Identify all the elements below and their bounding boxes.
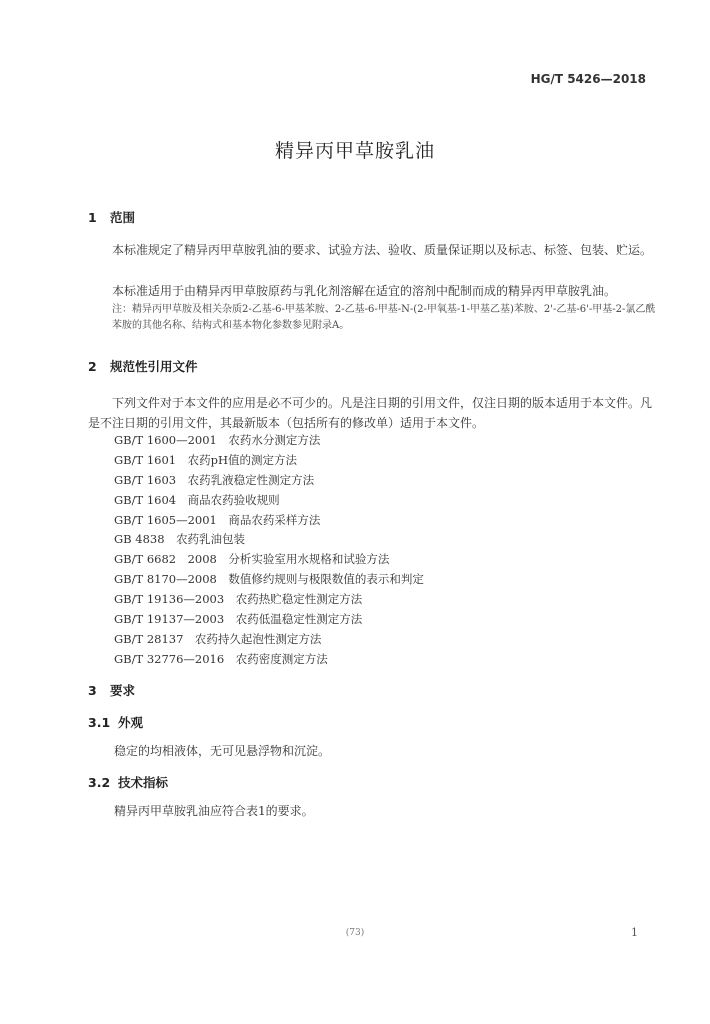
page-number: 1 <box>631 926 638 939</box>
reference-code: GB/T 1605—2001 <box>114 512 217 527</box>
reference-name: 农药pH值的测定方法 <box>187 452 297 467</box>
reference-item <box>114 591 424 611</box>
section-title: 外观 <box>118 715 144 730</box>
section-title: 技术指标 <box>118 775 169 790</box>
reference-name: 农药低温稳定性测定方法 <box>235 612 363 627</box>
section-3-2-heading <box>88 773 168 791</box>
reference-code: GB/T 1601 <box>114 452 177 467</box>
reference-item <box>114 512 424 532</box>
reference-name: 农药密度测定方法 <box>235 651 328 666</box>
section-3-1-heading <box>88 713 143 731</box>
section-title: 范围 <box>110 210 136 225</box>
technical-text: 精异丙甲草胺乳油应符合表1的要求。 <box>114 804 314 818</box>
reference-code: GB/T 28137 <box>114 631 184 646</box>
scope-note: 注：精异丙甲草胺及相关杂质2-乙基-6-甲基苯胺、2-乙基-6-甲基-N-(2-甲氧基-1-甲基乙基)苯胺、2'-乙基-6'-甲基-2-氯乙酰苯胺的其他名称、结构式和基本物化参数参见附录A。 <box>112 304 656 331</box>
scope-paragraph-2: 本标准适用于由精异丙甲草胺原药与乳化剂溶解在适宜的溶剂中配制而成的精异丙甲草胺乳油。 <box>112 284 617 298</box>
reference-item <box>114 571 424 591</box>
reference-code: GB/T 1604 <box>114 492 177 507</box>
reference-item <box>114 452 424 472</box>
reference-item <box>114 432 424 452</box>
section-title: 规范性引用文件 <box>110 359 198 374</box>
scope-paragraph-1: 本标准规定了精异丙甲草胺乳油的要求、试验方法、验收、质量保证期以及标志、标签、包装、贮运。 <box>112 243 653 257</box>
standard-code: HG/T 5426—2018 <box>530 72 646 86</box>
reference-code: GB/T 32776—2016 <box>114 651 225 666</box>
reference-item <box>114 551 424 571</box>
reference-item <box>114 492 424 512</box>
reference-name: 农药乳油包装 <box>176 532 246 547</box>
reference-code: GB/T 6682 <box>114 552 177 567</box>
reference-name: 农药水分测定方法 <box>228 433 321 447</box>
section-number: 3.1 <box>88 715 111 730</box>
document-title: 精异丙甲草胺乳油 <box>274 140 435 162</box>
references-list <box>114 432 424 671</box>
reference-name: 农药持久起泡性测定方法 <box>194 631 322 646</box>
reference-name: 2008 分析实验室用水规格和试验方法 <box>187 552 390 567</box>
section-1-heading <box>88 208 135 226</box>
section-title: 要求 <box>110 683 136 698</box>
reference-code: GB 4838 <box>114 532 165 547</box>
reference-name: 农药热贮稳定性测定方法 <box>235 592 363 607</box>
reference-code: GB/T 8170—2008 <box>114 572 217 587</box>
reference-name: 数值修约规则与极限数值的表示和判定 <box>228 572 424 587</box>
reference-item <box>114 611 424 631</box>
section-number: 3.2 <box>88 775 111 790</box>
reference-code: GB/T 19137—2003 <box>114 612 225 627</box>
reference-item <box>114 472 424 492</box>
reference-code: GB/T 19136—2003 <box>114 592 225 607</box>
section-number: 1 <box>88 210 97 225</box>
reference-name: 农药乳液稳定性测定方法 <box>187 472 315 487</box>
reference-item <box>114 651 424 671</box>
reference-name: 商品农药验收规则 <box>187 492 280 507</box>
reference-item <box>114 631 424 651</box>
reference-code: GB/T 1600—2001 <box>114 433 217 447</box>
reference-item <box>114 531 424 551</box>
references-intro: 下列文件对于本文件的应用是必不可少的。凡是注日期的引用文件，仅注日期的版本适用于本文件。凡是不注日期的引用文件，其最新版本（包括所有的修改单）适用于本文件。 <box>88 396 653 430</box>
footer-sequence: (73) <box>345 928 365 938</box>
appearance-text: 稳定的均相液体，无可见悬浮物和沉淀。 <box>114 744 331 758</box>
section-2-heading <box>88 357 198 375</box>
reference-code: GB/T 1603 <box>114 472 177 487</box>
section-number: 3 <box>88 683 97 698</box>
reference-name: 商品农药采样方法 <box>228 512 321 527</box>
section-number: 2 <box>88 359 97 374</box>
section-3-heading <box>88 681 135 699</box>
